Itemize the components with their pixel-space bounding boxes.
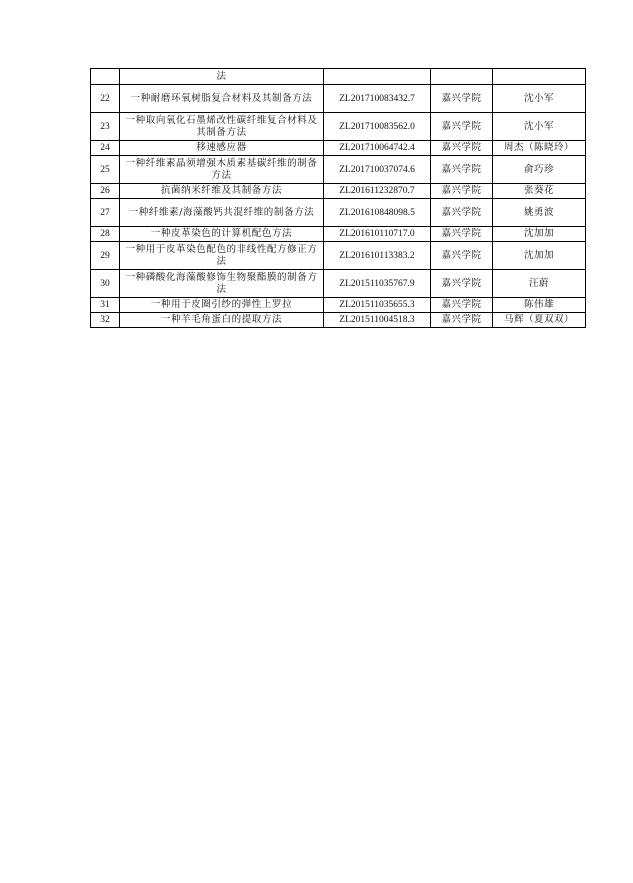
cell-title: 一种皮革染色的计算机配色方法 bbox=[120, 227, 324, 242]
table-row bbox=[91, 85, 586, 113]
cell-organization: 嘉兴学院 bbox=[431, 298, 493, 313]
cell-inventor: 俞巧珍 bbox=[493, 156, 586, 184]
table-row bbox=[91, 298, 586, 313]
cell-no: 31 bbox=[91, 298, 120, 313]
cell-inventor: 沈加加 bbox=[493, 227, 586, 242]
table-row-continuation bbox=[91, 69, 586, 85]
patent-table bbox=[90, 68, 586, 328]
table-row bbox=[91, 270, 586, 298]
cell-no: 25 bbox=[91, 156, 120, 184]
cell-inventor: 沈加加 bbox=[493, 242, 586, 270]
cell-organization: 嘉兴学院 bbox=[431, 199, 493, 227]
cell-inventor: 张葵花 bbox=[493, 184, 586, 199]
table-row bbox=[91, 113, 586, 141]
cell-no: 24 bbox=[91, 141, 120, 156]
cell-patent-no: ZL201710083432.7 bbox=[324, 85, 431, 113]
cell-inventor: 汪蔚 bbox=[493, 270, 586, 298]
cell-title: 法 bbox=[120, 69, 324, 85]
cell-inventor: 沈小军 bbox=[493, 113, 586, 141]
cell-title: 一种取向氧化石墨烯改性碳纤维复合材料及其制备方法 bbox=[120, 113, 324, 141]
cell-inventor bbox=[493, 69, 586, 85]
cell-patent-no: ZL201610113383.2 bbox=[324, 242, 431, 270]
cell-patent-no: ZL201610848098.5 bbox=[324, 199, 431, 227]
cell-title: 一种用于皮革染色配色的非线性配方修正方法 bbox=[120, 242, 324, 270]
cell-title: 一种磷酸化海藻酸修饰生物聚酯膜的制备方法 bbox=[120, 270, 324, 298]
cell-no: 23 bbox=[91, 113, 120, 141]
cell-organization: 嘉兴学院 bbox=[431, 242, 493, 270]
cell-organization: 嘉兴学院 bbox=[431, 184, 493, 199]
table-row bbox=[91, 242, 586, 270]
cell-no: 27 bbox=[91, 199, 120, 227]
cell-title: 抗菌纳米纤维及其制备方法 bbox=[120, 184, 324, 199]
table-row bbox=[91, 184, 586, 199]
cell-organization: 嘉兴学院 bbox=[431, 270, 493, 298]
cell-inventor: 姚勇波 bbox=[493, 199, 586, 227]
table-row bbox=[91, 227, 586, 242]
table-row bbox=[91, 141, 586, 156]
cell-inventor: 马辉（夏双双） bbox=[493, 313, 586, 328]
cell-title: 移速感应器 bbox=[120, 141, 324, 156]
cell-no: 22 bbox=[91, 85, 120, 113]
cell-patent-no: ZL201611232870.7 bbox=[324, 184, 431, 199]
cell-no bbox=[91, 69, 120, 85]
cell-inventor: 周杰（陈晓玲） bbox=[493, 141, 586, 156]
table-row bbox=[91, 156, 586, 184]
cell-patent-no: ZL201710064742.4 bbox=[324, 141, 431, 156]
cell-inventor: 沈小军 bbox=[493, 85, 586, 113]
cell-organization: 嘉兴学院 bbox=[431, 113, 493, 141]
cell-title: 一种用于皮圈引纱的弹性上罗拉 bbox=[120, 298, 324, 313]
cell-title: 一种纤维素/海藻酸钙共混纤维的制备方法 bbox=[120, 199, 324, 227]
cell-organization: 嘉兴学院 bbox=[431, 85, 493, 113]
cell-patent-no bbox=[324, 69, 431, 85]
cell-no: 32 bbox=[91, 313, 120, 328]
cell-no: 30 bbox=[91, 270, 120, 298]
cell-title: 一种羊毛角蛋白的提取方法 bbox=[120, 313, 324, 328]
cell-patent-no: ZL201511035767.9 bbox=[324, 270, 431, 298]
cell-no: 29 bbox=[91, 242, 120, 270]
cell-organization: 嘉兴学院 bbox=[431, 313, 493, 328]
cell-inventor: 陈伟雄 bbox=[493, 298, 586, 313]
cell-organization: 嘉兴学院 bbox=[431, 227, 493, 242]
cell-patent-no: ZL201710037074.6 bbox=[324, 156, 431, 184]
cell-patent-no: ZL201511004518.3 bbox=[324, 313, 431, 328]
cell-title: 一种耐磨环氧树脂复合材料及其制备方法 bbox=[120, 85, 324, 113]
cell-no: 28 bbox=[91, 227, 120, 242]
cell-organization bbox=[431, 69, 493, 85]
cell-patent-no: ZL201710083562.0 bbox=[324, 113, 431, 141]
cell-patent-no: ZL201511035655.3 bbox=[324, 298, 431, 313]
cell-organization: 嘉兴学院 bbox=[431, 141, 493, 156]
cell-patent-no: ZL201610110717.0 bbox=[324, 227, 431, 242]
cell-title: 一种纤维素晶须增强木质素基碳纤维的制备方法 bbox=[120, 156, 324, 184]
cell-organization: 嘉兴学院 bbox=[431, 156, 493, 184]
table-row bbox=[91, 199, 586, 227]
cell-no: 26 bbox=[91, 184, 120, 199]
table-row bbox=[91, 313, 586, 328]
